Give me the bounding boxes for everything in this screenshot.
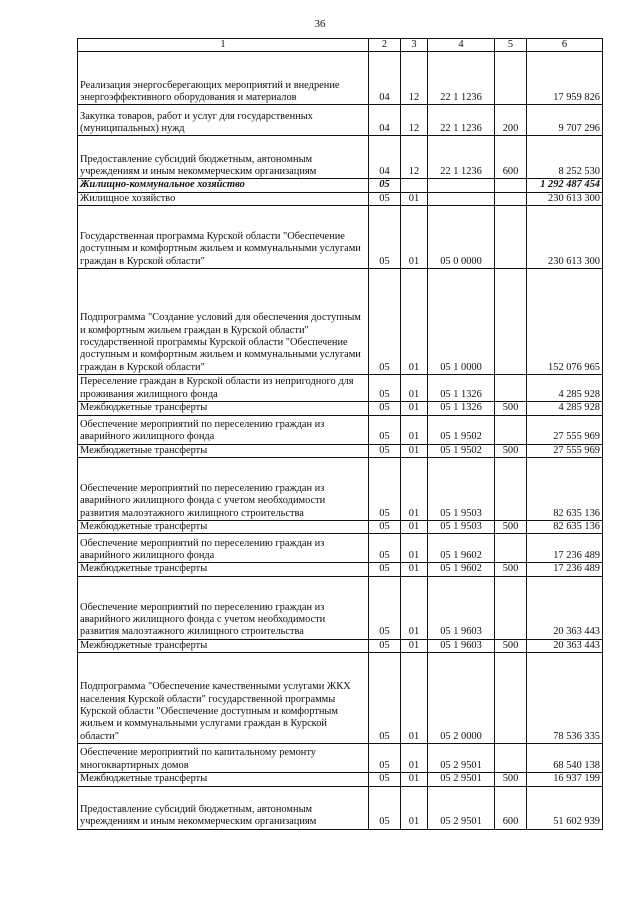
row-subsection: 01: [401, 521, 428, 534]
row-amount: 230 613 300: [527, 192, 603, 205]
row-amount: 27 555 969: [527, 415, 603, 444]
row-subsection: 01: [401, 402, 428, 415]
row-subsection: 01: [401, 269, 428, 375]
row-subsection: 12: [401, 105, 428, 136]
header-col-3: 3: [401, 39, 428, 52]
table-row: [78, 136, 603, 179]
table-row: [78, 521, 603, 534]
row-amount: 8 252 530: [527, 136, 603, 179]
row-target-article: 05 1 9602: [428, 534, 495, 563]
row-amount: 20 363 443: [527, 576, 603, 639]
row-target-article: 05 1 9603: [428, 639, 495, 652]
row-description: Закупка товаров, работ и услуг для государственных (муниципальных) нужд: [78, 105, 369, 136]
table-row: [78, 653, 603, 744]
row-expense-type: [495, 415, 527, 444]
table-body: [78, 52, 603, 829]
row-amount: 4 285 928: [527, 375, 603, 402]
row-amount: 1 292 487 454: [527, 179, 603, 192]
row-expense-type: 500: [495, 563, 527, 576]
row-amount: 82 635 136: [527, 458, 603, 521]
row-target-article: 05 1 9603: [428, 576, 495, 639]
row-expense-type: 500: [495, 521, 527, 534]
row-description: Межбюджетные трансферты: [78, 773, 369, 786]
row-section: 05: [369, 563, 401, 576]
row-section: 05: [369, 521, 401, 534]
row-subsection: 01: [401, 653, 428, 744]
row-section: 05: [369, 402, 401, 415]
table-row: [78, 269, 603, 375]
table-header-row: [78, 39, 603, 52]
row-amount: 17 236 489: [527, 563, 603, 576]
row-description: Обеспечение мероприятий по переселению граждан из аварийного жилищного фонда: [78, 534, 369, 563]
row-expense-type: [495, 458, 527, 521]
row-amount: 51 602 939: [527, 786, 603, 829]
row-subsection: 01: [401, 534, 428, 563]
row-description: Межбюджетные трансферты: [78, 639, 369, 652]
row-target-article: 05 1 9502: [428, 444, 495, 457]
row-section: 05: [369, 179, 401, 192]
row-section: 05: [369, 206, 401, 269]
row-section: 05: [369, 444, 401, 457]
row-section: 05: [369, 773, 401, 786]
row-target-article: [428, 192, 495, 205]
row-target-article: 05 1 9503: [428, 458, 495, 521]
row-section: 05: [369, 375, 401, 402]
row-description: Государственная программа Курской области "Обеспечение доступным и комфортным жильем и коммунальными услугами граждан в Курской области": [78, 206, 369, 269]
table-row: [78, 415, 603, 444]
row-description: Подпрограмма "Создание условий для обеспечения доступным и комфортным жильем граждан в Курской области" государственной программы Курской области "Обеспечение доступным и комфортным жильем и коммунальными услугами граждан в Курской области": [78, 269, 369, 375]
row-target-article: [428, 179, 495, 192]
table-row: [78, 744, 603, 773]
table-row: [78, 534, 603, 563]
row-section: 05: [369, 415, 401, 444]
row-expense-type: 600: [495, 786, 527, 829]
row-description: Предоставление субсидий бюджетным, автономным учреждениям и иным некоммерческим организациям: [78, 136, 369, 179]
row-description: Обеспечение мероприятий по переселению граждан из аварийного жилищного фонда с учетом необходимости развития малоэтажного жилищного строительства: [78, 458, 369, 521]
row-subsection: 01: [401, 192, 428, 205]
row-amount: 16 937 199: [527, 773, 603, 786]
row-subsection: 01: [401, 458, 428, 521]
table-row: [78, 639, 603, 652]
row-section: 05: [369, 653, 401, 744]
table-row: [78, 52, 603, 105]
row-subsection: [401, 179, 428, 192]
row-expense-type: [495, 375, 527, 402]
row-expense-type: [495, 269, 527, 375]
row-target-article: 05 2 0000: [428, 653, 495, 744]
row-amount: 27 555 969: [527, 444, 603, 457]
table-row: [78, 773, 603, 786]
row-target-article: 05 1 0000: [428, 269, 495, 375]
row-subsection: 12: [401, 136, 428, 179]
row-expense-type: [495, 534, 527, 563]
row-description: Реализация энергосберегающих мероприятий и внедрение энергоэффективного оборудования и материалов: [78, 52, 369, 105]
row-section: 05: [369, 458, 401, 521]
row-target-article: 22 1 1236: [428, 105, 495, 136]
row-expense-type: 500: [495, 639, 527, 652]
table-row: [78, 105, 603, 136]
row-section: 04: [369, 105, 401, 136]
row-amount: 82 635 136: [527, 521, 603, 534]
table-row: [78, 444, 603, 457]
row-subsection: 01: [401, 773, 428, 786]
row-target-article: 05 2 9501: [428, 744, 495, 773]
row-expense-type: 600: [495, 136, 527, 179]
row-expense-type: 200: [495, 105, 527, 136]
row-target-article: 22 1 1236: [428, 52, 495, 105]
row-subsection: 12: [401, 52, 428, 105]
header-col-2: 2: [369, 39, 401, 52]
row-section: 04: [369, 52, 401, 105]
row-description: Обеспечение мероприятий по переселению граждан из аварийного жилищного фонда с учетом необходимости развития малоэтажного жилищного строительства: [78, 576, 369, 639]
row-target-article: 05 1 9503: [428, 521, 495, 534]
header-col-5: 5: [495, 39, 527, 52]
row-amount: 68 540 138: [527, 744, 603, 773]
row-expense-type: [495, 576, 527, 639]
row-subsection: 01: [401, 576, 428, 639]
row-expense-type: [495, 192, 527, 205]
row-section: 05: [369, 639, 401, 652]
row-section: 05: [369, 576, 401, 639]
row-amount: 4 285 928: [527, 402, 603, 415]
table-row: [78, 179, 603, 192]
header-col-1: 1: [78, 39, 369, 52]
row-target-article: 05 1 9602: [428, 563, 495, 576]
row-description: Предоставление субсидий бюджетным, автономным учреждениям и иным некоммерческим организациям: [78, 786, 369, 829]
row-target-article: 05 0 0000: [428, 206, 495, 269]
row-description: Обеспечение мероприятий по переселению граждан из аварийного жилищного фонда: [78, 415, 369, 444]
row-amount: 20 363 443: [527, 639, 603, 652]
row-target-article: 05 2 9501: [428, 773, 495, 786]
row-amount: 9 707 296: [527, 105, 603, 136]
row-section: 05: [369, 744, 401, 773]
row-subsection: 01: [401, 744, 428, 773]
row-section: 05: [369, 269, 401, 375]
row-description: Межбюджетные трансферты: [78, 402, 369, 415]
row-description: Межбюджетные трансферты: [78, 563, 369, 576]
table-row: [78, 458, 603, 521]
table-row: [78, 563, 603, 576]
row-subsection: 01: [401, 444, 428, 457]
row-subsection: 01: [401, 415, 428, 444]
row-target-article: 22 1 1236: [428, 136, 495, 179]
page-number: 36: [314, 18, 326, 30]
row-target-article: 05 1 9502: [428, 415, 495, 444]
row-subsection: 01: [401, 206, 428, 269]
row-subsection: 01: [401, 563, 428, 576]
budget-table: [77, 38, 603, 830]
row-subsection: 01: [401, 786, 428, 829]
row-amount: 78 536 335: [527, 653, 603, 744]
row-description: Межбюджетные трансферты: [78, 444, 369, 457]
row-section: 05: [369, 786, 401, 829]
row-expense-type: [495, 744, 527, 773]
table-row: [78, 375, 603, 402]
row-expense-type: [495, 52, 527, 105]
table-row: [78, 576, 603, 639]
row-expense-type: 500: [495, 773, 527, 786]
row-section: 05: [369, 534, 401, 563]
row-description: Обеспечение мероприятий по капитальному ремонту многоквартирных домов: [78, 744, 369, 773]
table-row: [78, 402, 603, 415]
row-subsection: 01: [401, 375, 428, 402]
row-expense-type: 500: [495, 402, 527, 415]
row-amount: 17 959 826: [527, 52, 603, 105]
row-description: Переселение граждан в Курской области из непригодного для проживания жилищного фонда: [78, 375, 369, 402]
row-expense-type: [495, 179, 527, 192]
row-amount: 230 613 300: [527, 206, 603, 269]
row-target-article: 05 1 1326: [428, 402, 495, 415]
row-section: 04: [369, 136, 401, 179]
row-amount: 17 236 489: [527, 534, 603, 563]
table-row: [78, 206, 603, 269]
row-expense-type: [495, 653, 527, 744]
row-subsection: 01: [401, 639, 428, 652]
header-col-4: 4: [428, 39, 495, 52]
row-expense-type: [495, 206, 527, 269]
row-description: Жилищное хозяйство: [78, 192, 369, 205]
row-target-article: 05 2 9501: [428, 786, 495, 829]
row-description: Подпрограмма "Обеспечение качественными услугами ЖКХ населения Курской области" государственной программы Курской области "Обеспечение доступным и комфортным жильем и коммунальными услугами граждан в Курской области": [78, 653, 369, 744]
row-description: Межбюджетные трансферты: [78, 521, 369, 534]
table-row: [78, 192, 603, 205]
row-amount: 152 076 965: [527, 269, 603, 375]
table-row: [78, 786, 603, 829]
header-col-6: 6: [527, 39, 603, 52]
row-section: 05: [369, 192, 401, 205]
row-target-article: 05 1 1326: [428, 375, 495, 402]
row-description: Жилищно-коммунальное хозяйство: [78, 179, 369, 192]
row-expense-type: 500: [495, 444, 527, 457]
